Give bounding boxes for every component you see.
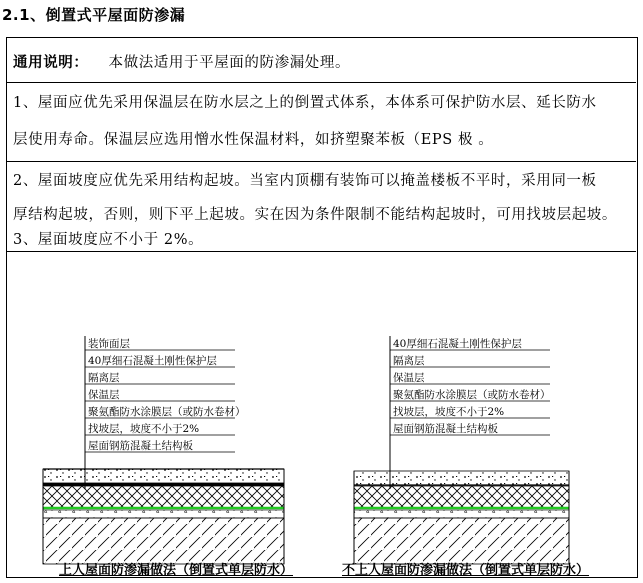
right-detail	[354, 336, 569, 564]
left-layer-label: 隔离层	[88, 372, 120, 384]
item-2-line-2: 厚结构起坡，否则，则下平上起坡。实在因为条件限制不能结构起坡时，可用找坡层起坡。	[13, 207, 617, 223]
right-layer-label: 隔离层	[393, 355, 425, 367]
general-note-row	[7, 38, 636, 83]
item-row-2	[7, 161, 636, 223]
item-2-line-1: 2、屋面坡度应优先采用结构起坡。当室内顶棚有装饰可以掩盖楼板不平时，采用同一板	[13, 173, 597, 189]
detail-figure	[7, 251, 636, 577]
general-note	[13, 51, 350, 72]
right-layer-label: 40厚细石混凝土刚性保护层	[393, 338, 522, 350]
item-row-3	[7, 215, 636, 252]
left-layer-label: 保温层	[88, 389, 120, 401]
general-note-text: 本做法适用于平屋面的防渗漏处理。	[108, 55, 351, 71]
content-box	[6, 37, 638, 578]
general-note-label: 通用说明：	[13, 55, 89, 71]
item-row-1	[7, 82, 636, 162]
item-1-line-1: 1、屋面应优先采用保温层在防水层之上的倒置式体系，本体系可保护防水层、延长防水	[13, 95, 597, 111]
section-title: 2.1、倒置式平屋面防渗漏	[2, 6, 186, 24]
left-layer-label: 聚氨酯防水涂膜层（或防水卷材）	[88, 406, 246, 418]
right-caption: 不上人屋面防渗漏做法（倒置式单层防水）	[342, 563, 590, 578]
right-layer-label: 保温层	[393, 372, 425, 384]
left-layer-label: 找坡层，坡度不小于2%	[88, 423, 200, 435]
item-3-line-1: 3、屋面坡度应不小于 2%。	[13, 232, 204, 248]
left-layer-label: 装饰面层	[88, 338, 130, 350]
left-caption: 上人屋面防渗漏做法（倒置式单层防水）	[59, 563, 294, 578]
left-detail	[43, 336, 284, 564]
right-layer-label: 聚氨酯防水涂膜层（或防水卷材）	[393, 389, 551, 401]
right-layer-label: 找坡层，坡度不小于2%	[393, 406, 505, 418]
roof-detail-drawings	[7, 251, 636, 577]
left-layer-label: 屋面钢筋混凝土结构板	[88, 440, 193, 452]
right-layer-label: 屋面钢筋混凝土结构板	[393, 423, 498, 435]
left-layer-label: 40厚细石混凝土刚性保护层	[88, 355, 217, 367]
item-1-line-2: 层使用寿命。保温层应选用憎水性保温材料，如挤塑聚苯板（EPS 极 。	[13, 132, 494, 148]
